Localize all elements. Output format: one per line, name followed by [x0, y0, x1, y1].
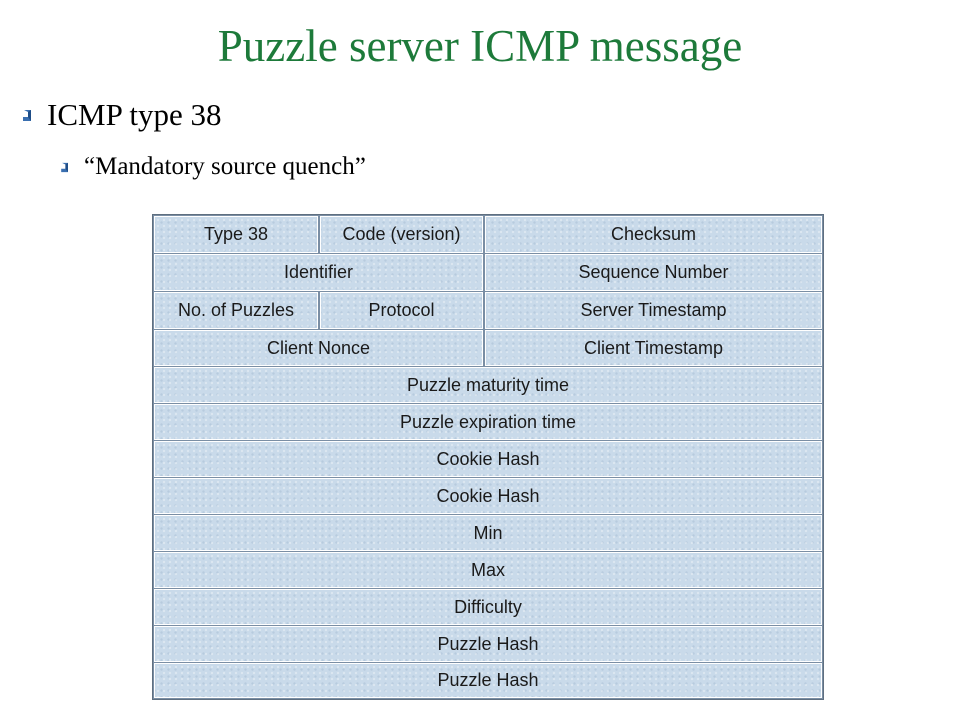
packet-row [153, 625, 823, 663]
bullet-level1-text: ICMP type 38 [47, 97, 222, 132]
field-puzzle-expiration-time: Puzzle expiration time [153, 403, 823, 441]
field-min: Min [153, 514, 823, 552]
field-client-nonce: Client Nonce [153, 329, 484, 367]
field-puzzle-maturity-time: Puzzle maturity time [153, 366, 823, 404]
slide-title: Puzzle server ICMP message [217, 21, 743, 71]
packet-row [153, 403, 823, 441]
packet-row [153, 215, 823, 254]
packet-row [153, 588, 823, 626]
packet-row [153, 551, 823, 589]
bullet-level2-text: “Mandatory source quench” [84, 153, 366, 180]
bullet-level1 [22, 95, 222, 135]
field-client-timestamp: Client Timestamp [484, 329, 823, 367]
field-code-version: Code (version) [319, 215, 484, 254]
bullet-arrow-icon [60, 162, 70, 173]
packet-row [153, 291, 823, 330]
packet-row [153, 440, 823, 478]
bullet-level2 [60, 150, 366, 184]
field-checksum: Checksum [484, 215, 823, 254]
field-protocol: Protocol [319, 291, 484, 330]
field-no-of-puzzles: No. of Puzzles [153, 291, 319, 330]
packet-row [153, 366, 823, 404]
packet-row [153, 477, 823, 515]
field-max: Max [153, 551, 823, 589]
bullet-arrow-icon [22, 109, 33, 122]
field-sequence-number: Sequence Number [484, 253, 823, 292]
icmp-packet-format-diagram [152, 214, 824, 700]
packet-row [153, 329, 823, 367]
field-puzzle-hash: Puzzle Hash [153, 625, 823, 663]
field-cookie-hash: Cookie Hash [153, 477, 823, 515]
field-identifier: Identifier [153, 253, 484, 292]
packet-row [153, 514, 823, 552]
field-type: Type 38 [153, 215, 319, 254]
packet-row [153, 253, 823, 292]
packet-row [153, 662, 823, 699]
field-puzzle-hash: Puzzle Hash [153, 662, 823, 699]
field-cookie-hash: Cookie Hash [153, 440, 823, 478]
field-server-timestamp: Server Timestamp [484, 291, 823, 330]
field-difficulty: Difficulty [153, 588, 823, 626]
